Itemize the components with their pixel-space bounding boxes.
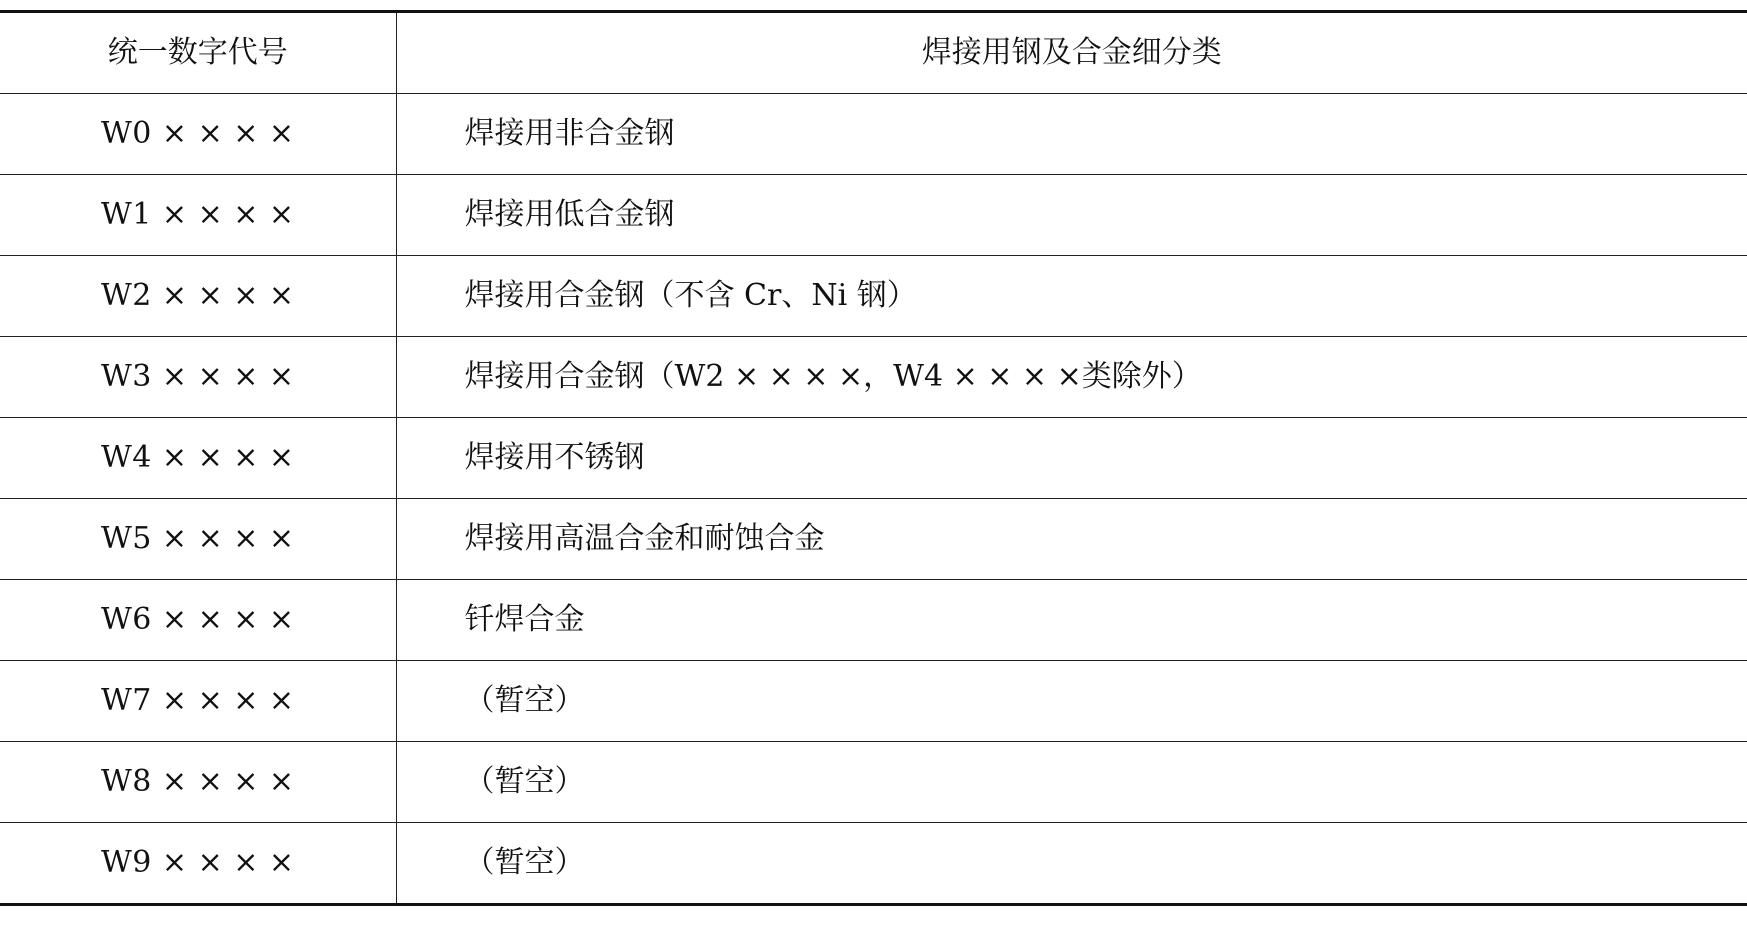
table-header (0, 12, 1747, 94)
table-row (0, 823, 1747, 905)
code-cell: W8 × × × × (0, 742, 396, 823)
welding-steel-classification-table (0, 10, 1747, 906)
table-row (0, 94, 1747, 175)
code-cell: W9 × × × × (0, 823, 396, 905)
table-row (0, 337, 1747, 418)
table-row (0, 580, 1747, 661)
code-cell: W4 × × × × (0, 418, 396, 499)
table-row (0, 175, 1747, 256)
category-cell: 焊接用高温合金和耐蚀合金 (396, 499, 1747, 580)
code-cell: W3 × × × × (0, 337, 396, 418)
code-cell: W7 × × × × (0, 661, 396, 742)
table-row (0, 742, 1747, 823)
classification-table-container (0, 10, 1747, 906)
category-cell: （暂空） (396, 742, 1747, 823)
table-row (0, 256, 1747, 337)
table-body (0, 94, 1747, 905)
category-cell: 焊接用合金钢（W2 × × × ×，W4 × × × ×类除外） (396, 337, 1747, 418)
category-cell: 焊接用不锈钢 (396, 418, 1747, 499)
table-row (0, 418, 1747, 499)
header-row (0, 12, 1747, 94)
category-cell: （暂空） (396, 661, 1747, 742)
category-cell: 焊接用非合金钢 (396, 94, 1747, 175)
table-row (0, 661, 1747, 742)
category-cell: 焊接用低合金钢 (396, 175, 1747, 256)
category-cell: 焊接用合金钢（不含 Cr、Ni 钢） (396, 256, 1747, 337)
code-cell: W5 × × × × (0, 499, 396, 580)
code-cell: W2 × × × × (0, 256, 396, 337)
code-cell: W1 × × × × (0, 175, 396, 256)
code-cell: W6 × × × × (0, 580, 396, 661)
header-code: 统一数字代号 (0, 12, 396, 94)
category-cell: （暂空） (396, 823, 1747, 905)
header-category: 焊接用钢及合金细分类 (396, 12, 1747, 94)
code-cell: W0 × × × × (0, 94, 396, 175)
table-row (0, 499, 1747, 580)
category-cell: 钎焊合金 (396, 580, 1747, 661)
